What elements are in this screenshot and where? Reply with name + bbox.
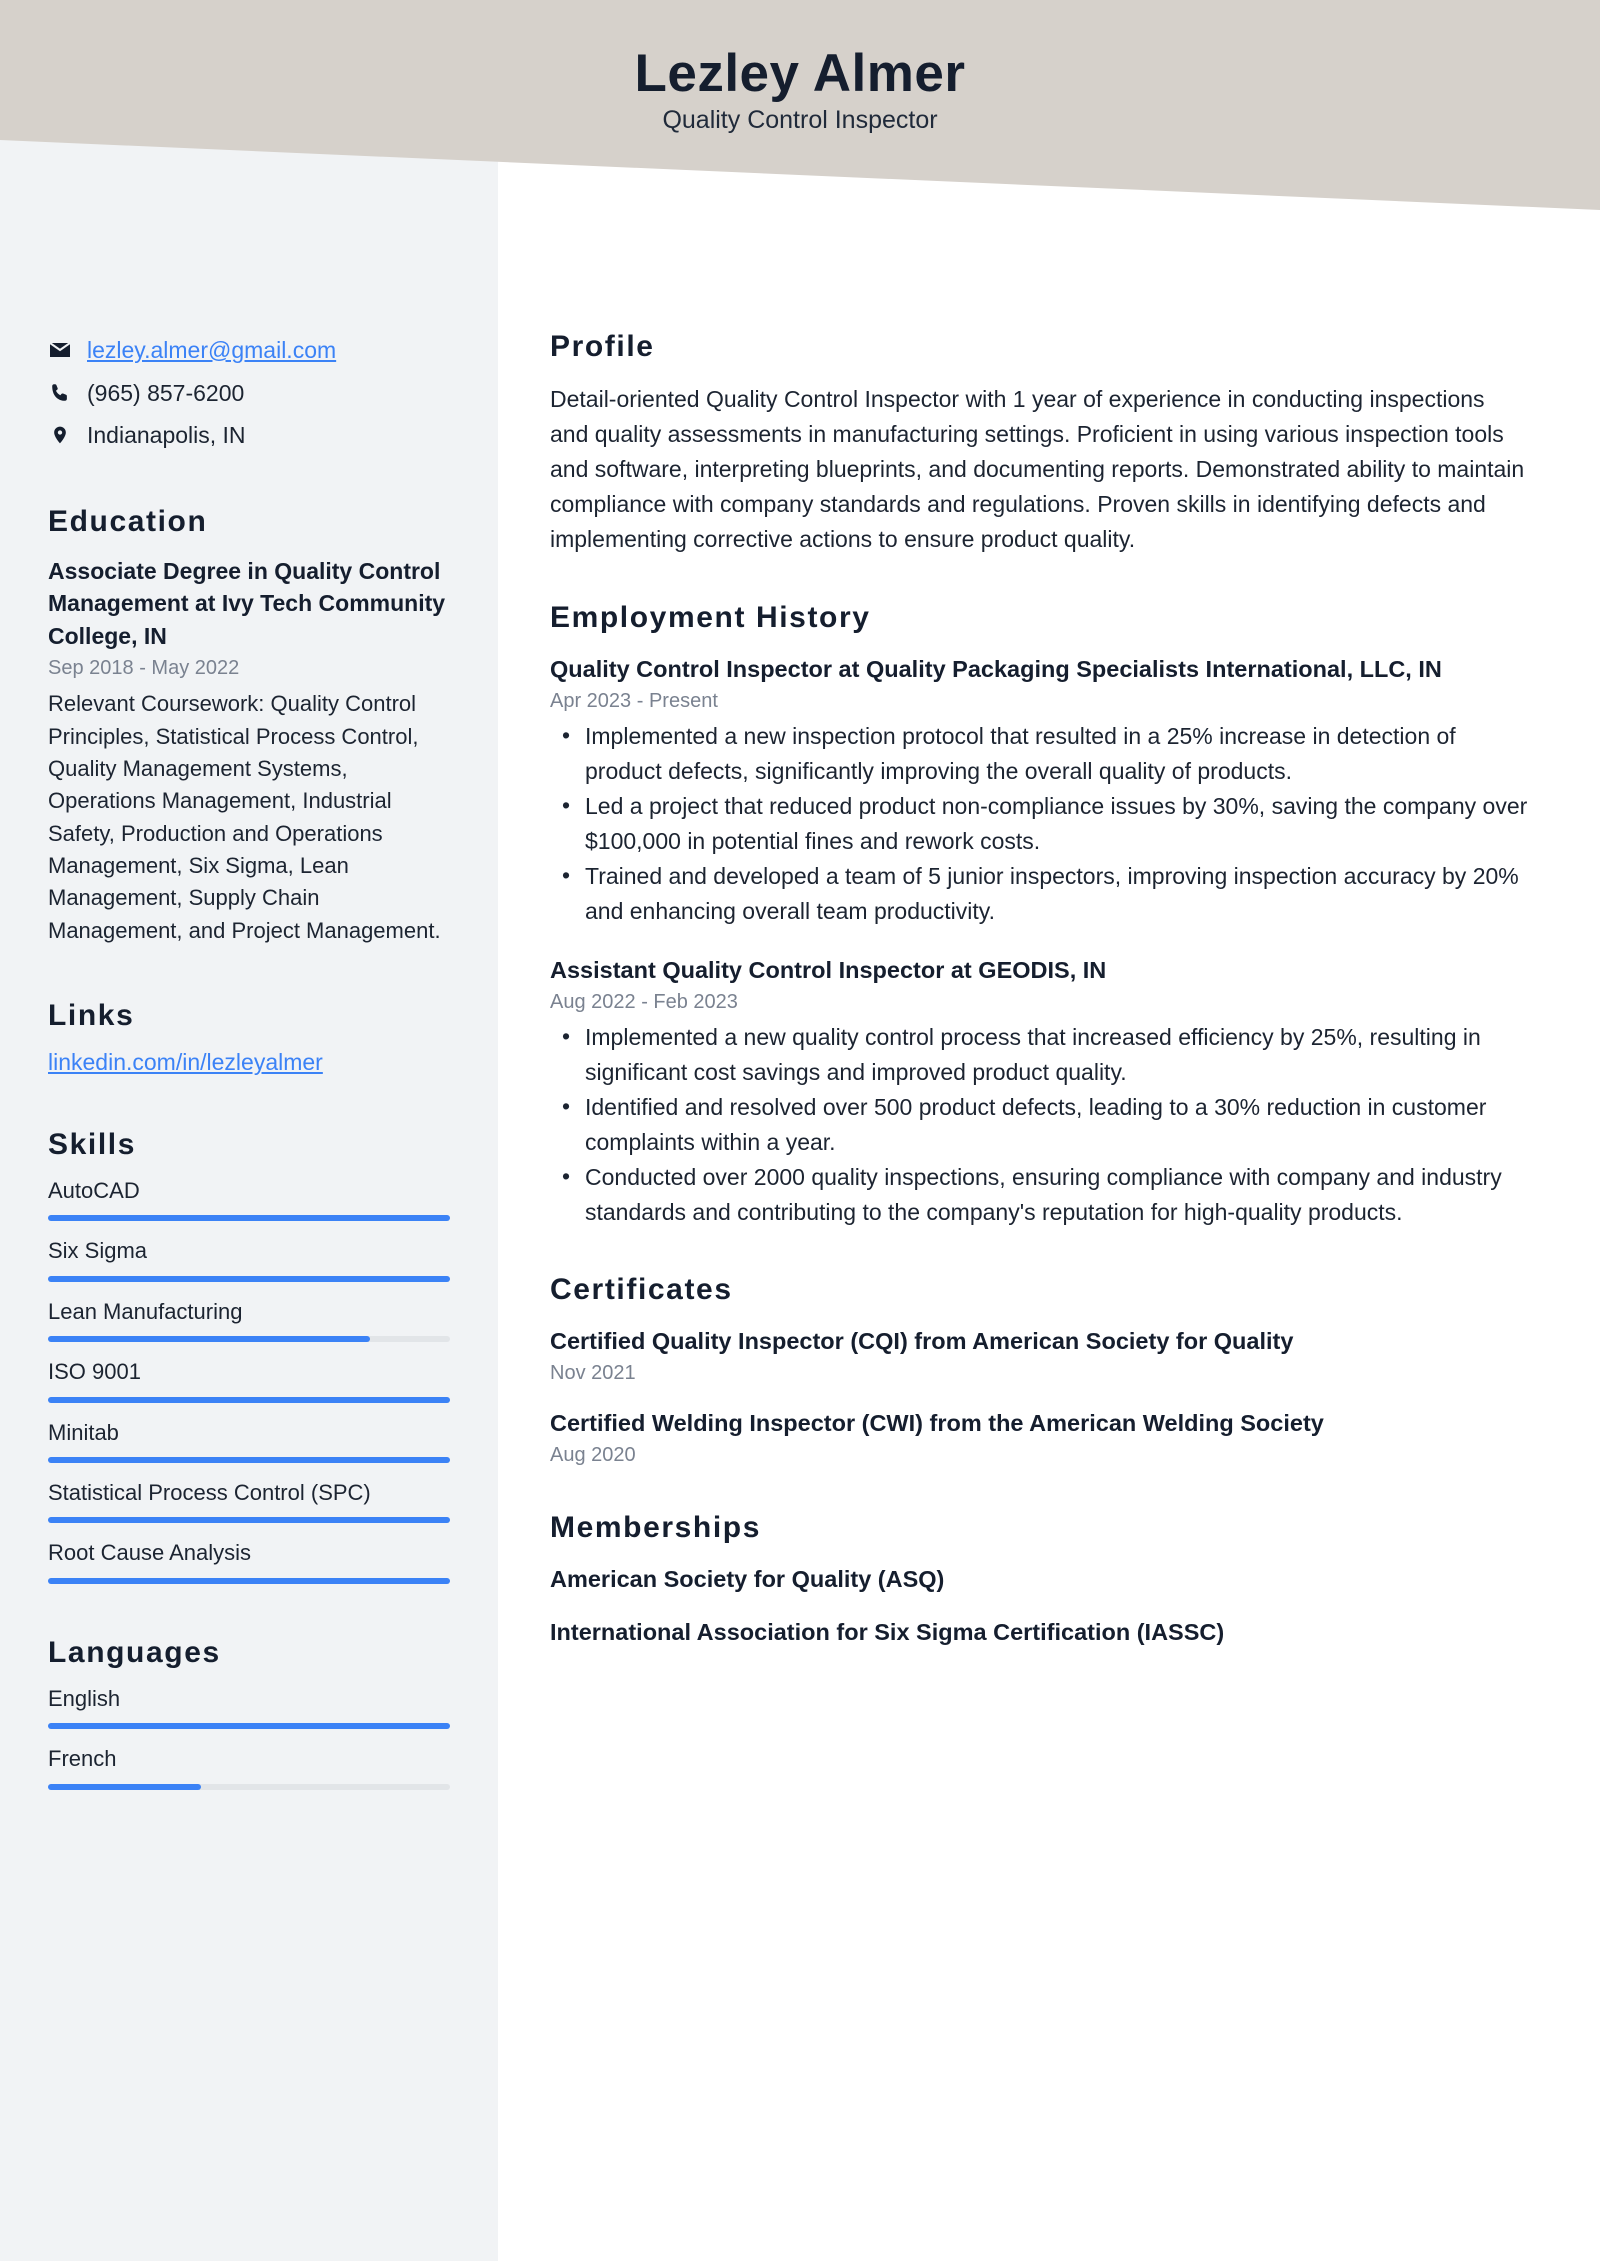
contact-value[interactable]: lezley.almer@gmail.com xyxy=(87,337,337,363)
skill-level-bar xyxy=(48,1336,450,1342)
skill-level-fill xyxy=(48,1336,370,1342)
certificate-entry xyxy=(550,1325,1528,1385)
skill-label: Statistical Process Control (SPC) xyxy=(48,1480,371,1506)
education-entry xyxy=(48,555,450,948)
membership-item: International Association for Six Sigma Certification (IASSC) xyxy=(550,1619,1225,1646)
section-heading-education: Education xyxy=(48,504,208,538)
memberships-list xyxy=(550,1563,1528,1649)
skill-item xyxy=(48,1540,450,1583)
skill-item xyxy=(48,1480,450,1523)
contact-value: (965) 857-6200 xyxy=(87,379,245,406)
education-title: Associate Degree in Quality Control Management at Ivy Tech Community College, IN xyxy=(48,557,446,649)
education-date: Sep 2018 - May 2022 xyxy=(48,657,240,680)
job-bullet: • Identified and resolved over 500 product defects, leading to a 30% reduction in customer complaints within a year. xyxy=(550,1090,1528,1159)
section-heading-links: Links xyxy=(48,999,135,1033)
contact-row xyxy=(48,376,450,411)
section-heading-employment: Employment History xyxy=(550,600,871,634)
skill-label: Minitab xyxy=(48,1419,119,1445)
language-item xyxy=(48,1686,450,1729)
skill-item xyxy=(48,1299,450,1342)
job-date: Aug 2022 - Feb 2023 xyxy=(550,991,738,1014)
profile-section xyxy=(550,330,1528,557)
skill-label: AutoCAD xyxy=(48,1178,140,1204)
skill-item xyxy=(48,1178,450,1221)
job-bullets xyxy=(550,1020,1528,1229)
skill-label: Lean Manufacturing xyxy=(48,1298,243,1324)
skill-item xyxy=(48,1420,450,1463)
language-level-fill xyxy=(48,1784,201,1790)
skill-level-fill xyxy=(48,1517,450,1523)
skill-level-bar xyxy=(48,1397,450,1403)
jobs-list xyxy=(550,653,1528,1230)
skill-level-fill xyxy=(48,1276,450,1282)
certificates-section xyxy=(550,1273,1528,1467)
language-label: French xyxy=(48,1746,117,1772)
header xyxy=(0,0,1600,135)
skill-level-fill xyxy=(48,1457,450,1463)
job-date: Apr 2023 - Present xyxy=(550,690,718,713)
contact-row[interactable] xyxy=(48,333,450,368)
certificate-entry xyxy=(550,1407,1528,1467)
skill-level-bar xyxy=(48,1276,450,1282)
language-level-bar xyxy=(48,1784,450,1790)
certificate-title: Certified Welding Inspector (CWI) from the American Welding Society xyxy=(550,1410,1324,1437)
section-heading-profile: Profile xyxy=(550,330,655,363)
links-list xyxy=(48,1049,450,1076)
languages-list xyxy=(48,1686,450,1790)
section-heading-skills: Skills xyxy=(48,1128,136,1162)
memberships-section xyxy=(550,1511,1528,1649)
skill-level-bar xyxy=(48,1215,450,1221)
skill-level-bar xyxy=(48,1517,450,1523)
skill-item xyxy=(48,1359,450,1402)
skill-item xyxy=(48,1238,450,1281)
envelope-icon xyxy=(48,338,72,362)
membership-item: American Society for Quality (ASQ) xyxy=(550,1566,945,1593)
contact-value: Indianapolis, IN xyxy=(87,422,246,448)
job-title: Quality Control Inspector at Quality Packaging Specialists International, LLC, IN xyxy=(550,655,1442,682)
skill-level-fill xyxy=(48,1215,450,1221)
sidebar xyxy=(0,0,498,2261)
language-item xyxy=(48,1746,450,1789)
phone-icon xyxy=(48,381,72,405)
job-entry xyxy=(550,954,1528,1229)
language-level-bar xyxy=(48,1723,450,1729)
sidebar-link[interactable]: linkedin.com/in/lezleyalmer xyxy=(48,1049,323,1076)
contact-list xyxy=(48,333,450,453)
section-heading-certificates: Certificates xyxy=(550,1273,733,1307)
section-heading-languages: Languages xyxy=(48,1635,221,1669)
candidate-name: Lezley Almer xyxy=(634,44,966,103)
section-heading-memberships: Memberships xyxy=(550,1511,761,1545)
skill-level-bar xyxy=(48,1578,450,1584)
language-level-fill xyxy=(48,1723,450,1729)
job-bullet: • Conducted over 2000 quality inspections, ensuring compliance with company and industry standards and contributing to the company's reputation for high-quality products. xyxy=(550,1160,1528,1229)
job-bullet: • Led a project that reduced product non-compliance issues by 30%, saving the company over $100,000 in potential fines and rework costs. xyxy=(550,789,1528,858)
candidate-job-title: Quality Control Inspector xyxy=(662,106,938,135)
skills-list xyxy=(48,1178,450,1584)
contact-row xyxy=(48,418,450,453)
profile-text: Detail-oriented Quality Control Inspector with 1 year of experience in conducting inspections and quality assessments in manufacturing settings. Proficient in using various inspection tools and software, interpreting blueprints, and documenting reports. Demonstrated ability to maintain compliance with company standards and regulations. Proven skills in identifying defects and implementing corrective actions to ensure product quality. xyxy=(550,386,1525,552)
job-bullets xyxy=(550,719,1528,928)
skill-level-fill xyxy=(48,1578,450,1584)
job-bullet: • Implemented a new inspection protocol that resulted in a 25% increase in detection of product defects, significantly improving the overall quality of products. xyxy=(550,719,1528,788)
skill-label: Six Sigma xyxy=(48,1238,148,1264)
language-label: English xyxy=(48,1685,121,1711)
skill-label: ISO 9001 xyxy=(48,1359,141,1385)
education-coursework: Relevant Coursework: Quality Control Principles, Statistical Process Control, Quality Management Systems, Operations Management, Industrial Safety, Production and Operations Management, Six Sigma, Lean Management, Supply Chain Management, and Project Management. xyxy=(48,691,441,943)
skill-level-fill xyxy=(48,1397,450,1403)
certificate-date: Nov 2021 xyxy=(550,1362,636,1385)
main-content xyxy=(498,0,1600,2261)
skill-level-bar xyxy=(48,1457,450,1463)
certificates-list xyxy=(550,1325,1528,1467)
location-pin-icon xyxy=(48,423,72,447)
skill-label: Root Cause Analysis xyxy=(48,1540,251,1566)
job-entry xyxy=(550,653,1528,928)
education-list xyxy=(48,555,450,948)
certificate-title: Certified Quality Inspector (CQI) from American Society for Quality xyxy=(550,1328,1294,1355)
employment-section xyxy=(550,601,1528,1230)
job-bullet: • Trained and developed a team of 5 junior inspectors, improving inspection accuracy by 20% and enhancing overall team productivity. xyxy=(550,859,1528,928)
job-bullet: • Implemented a new quality control process that increased efficiency by 25%, resulting in significant cost savings and improved product quality. xyxy=(550,1020,1528,1089)
job-title: Assistant Quality Control Inspector at GEODIS, IN xyxy=(550,957,1107,984)
certificate-date: Aug 2020 xyxy=(550,1444,636,1467)
